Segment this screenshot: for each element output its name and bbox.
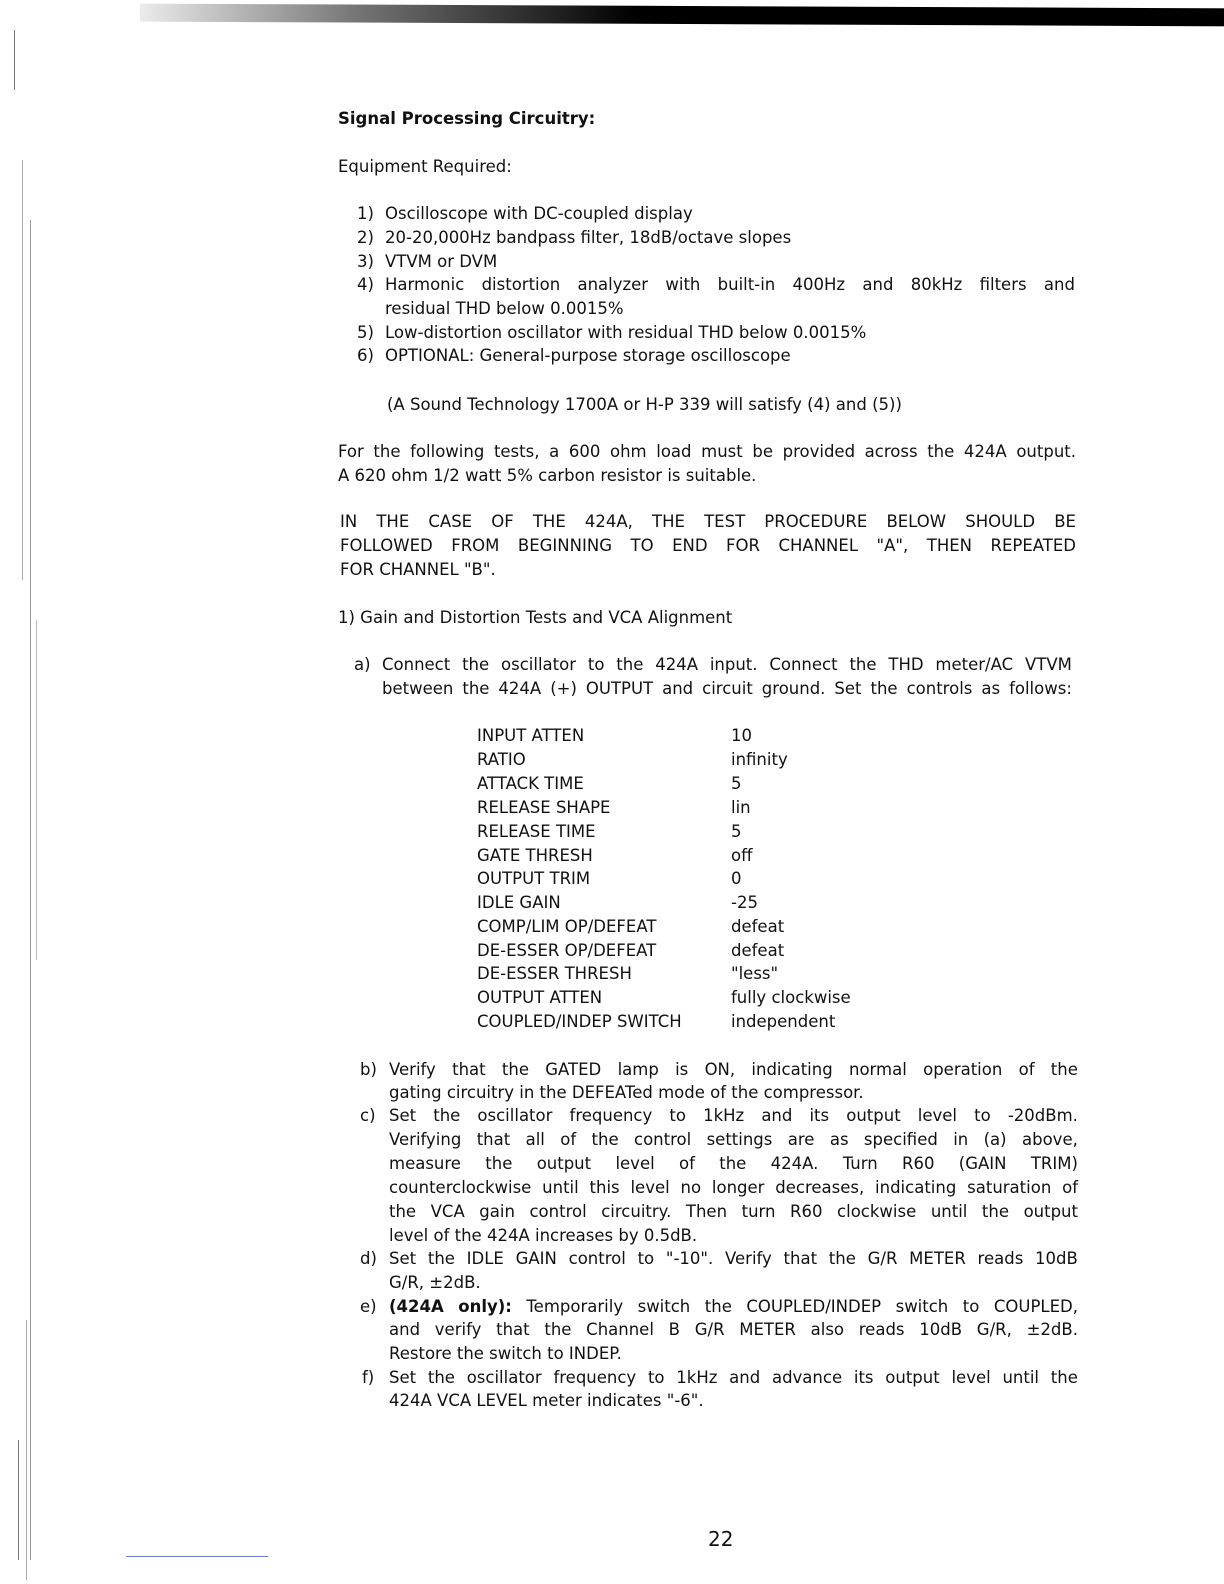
word: CASE: [428, 512, 473, 531]
word: output: [536, 1154, 592, 1173]
list-item: 1) Oscilloscope with DC-coupled display: [357, 204, 693, 223]
word: For: [338, 442, 364, 461]
word: Turn: [842, 1154, 878, 1173]
word: level: [917, 1106, 958, 1125]
word: 424A.: [770, 1154, 819, 1173]
word: provided: [782, 442, 856, 461]
word: that: [476, 1130, 511, 1149]
word: in: [953, 1130, 969, 1149]
word: and: [1043, 275, 1075, 294]
step-label: a): [354, 655, 371, 674]
word: 424A: [655, 655, 698, 674]
load-paragraph-line: [338, 442, 1076, 461]
table-row: DE-ESSER THRESH "less": [477, 964, 779, 983]
word: only):: [458, 1297, 512, 1316]
table-row: ATTACK TIME 5: [477, 774, 742, 793]
word: tests,: [493, 442, 540, 461]
word: filters: [979, 275, 1027, 294]
word: circuitry.: [601, 1202, 672, 1221]
word: ON,: [704, 1060, 736, 1079]
step-line: Restore the switch to INDEP.: [389, 1344, 622, 1363]
step-line: [389, 1060, 1078, 1079]
word: of: [1062, 1178, 1078, 1197]
word: B: [668, 1320, 680, 1339]
word: G/R,: [976, 1320, 1012, 1339]
word: Then: [685, 1202, 728, 1221]
word: Set: [834, 679, 862, 698]
word: G/R: [867, 1249, 898, 1268]
list-item: 3) VTVM or DVM: [357, 252, 498, 271]
word: output: [885, 1368, 940, 1387]
word: METER: [909, 1249, 966, 1268]
caps-paragraph-line: [340, 512, 1076, 531]
word: the: [1050, 1060, 1078, 1079]
step-line: [382, 655, 1072, 674]
word: output: [846, 1106, 901, 1125]
word: are: [787, 1130, 815, 1149]
step-line: [389, 1320, 1078, 1339]
word: the: [719, 1154, 747, 1173]
word: (GAIN: [958, 1154, 1007, 1173]
word: BELOW: [886, 512, 947, 531]
word: IDLE: [466, 1249, 504, 1268]
word: -20dBm.: [1007, 1106, 1078, 1125]
scan-top-edge-bar: [140, 4, 1224, 27]
word: to: [637, 1249, 655, 1268]
load-paragraph-line: A 620 ohm 1/2 watt 5% carbon resistor is suitable.: [338, 466, 757, 485]
list-item-num: 4): [357, 275, 374, 294]
word: until: [930, 1202, 968, 1221]
word: FROM: [451, 536, 500, 555]
word: is: [675, 1060, 689, 1079]
word: saturation: [967, 1178, 1052, 1197]
word: OF: [491, 512, 514, 531]
word: and: [389, 1320, 421, 1339]
word: REPEATED: [990, 536, 1076, 555]
table-row: OUTPUT ATTEN fully clockwise: [477, 988, 851, 1007]
word: the: [927, 442, 955, 461]
word: Temporarily: [526, 1297, 624, 1316]
word: the: [616, 655, 644, 674]
word: of: [1018, 1060, 1035, 1079]
step-label: f): [362, 1368, 375, 1387]
word: Set: [389, 1368, 417, 1387]
word: above,: [1022, 1130, 1078, 1149]
word: SHOULD: [965, 512, 1036, 531]
word: the: [1050, 1368, 1078, 1387]
list-item-line: [385, 275, 1075, 294]
word: that: [452, 1060, 486, 1079]
word: the: [462, 655, 490, 674]
word: control: [568, 1249, 626, 1268]
word: until: [542, 1178, 579, 1197]
list-item: 6) OPTIONAL: General-purpose storage oscilloscope: [357, 346, 791, 365]
word: THEN: [926, 536, 973, 555]
step-label: b): [360, 1060, 377, 1079]
word: 1kHz: [676, 1368, 718, 1387]
word: also: [810, 1320, 845, 1339]
word: reads: [977, 1249, 1024, 1268]
word: this: [589, 1178, 620, 1197]
word: the: [485, 1154, 513, 1173]
step-line: [389, 1368, 1078, 1387]
word: indicating: [751, 1060, 833, 1079]
subsection-heading: 1) Gain and Distortion Tests and VCA Alignment: [338, 608, 733, 627]
word: the: [501, 1060, 529, 1079]
word: the: [427, 1368, 455, 1387]
word: END: [672, 536, 708, 555]
word: (+): [550, 679, 577, 698]
word: switch: [637, 1297, 691, 1316]
word: longer: [711, 1178, 765, 1197]
list-item: 5) Low-distortion oscillator with residual THD below 0.0015%: [357, 323, 867, 342]
word: meter/AC: [935, 655, 1014, 674]
word: THE: [376, 512, 410, 531]
word: lamp: [617, 1060, 659, 1079]
word: VTVM: [1024, 655, 1072, 674]
word: that: [783, 1249, 818, 1268]
word: 424A: [963, 442, 1007, 461]
word: level: [951, 1368, 991, 1387]
word: and: [862, 275, 894, 294]
word: 424A: [498, 679, 542, 698]
word: CHANNEL: [778, 536, 859, 555]
word: to: [962, 1297, 980, 1316]
word: advance: [771, 1368, 843, 1387]
word: the: [389, 1202, 417, 1221]
step-label: c): [360, 1106, 376, 1125]
word: BEGINNING: [517, 536, 612, 555]
word: FOLLOWED: [340, 536, 433, 555]
word: controls: [906, 679, 973, 698]
table-row: IDLE GAIN -25: [477, 893, 758, 912]
word: ±2dB.: [1026, 1320, 1078, 1339]
word: as: [829, 1130, 849, 1149]
word: follows:: [1009, 679, 1072, 698]
word: Verifying: [389, 1130, 462, 1149]
word: THE: [652, 512, 685, 531]
word: reads: [858, 1320, 905, 1339]
word: GATED: [545, 1060, 602, 1079]
word: as: [981, 679, 1001, 698]
word: input.: [709, 655, 758, 674]
step-line: [382, 679, 1072, 698]
step-line: gating circuitry in the DEFEATed mode of the compressor.: [389, 1083, 864, 1102]
word: settings: [706, 1130, 773, 1149]
word: following: [410, 442, 485, 461]
word: frequency: [569, 1106, 653, 1125]
step-line: [389, 1202, 1078, 1221]
word: the: [462, 679, 490, 698]
word: FOR: [726, 536, 760, 555]
word: 400Hz: [792, 275, 846, 294]
word: a: [549, 442, 560, 461]
word: verify: [434, 1320, 482, 1339]
word: the: [704, 1297, 732, 1316]
word: control: [634, 1130, 692, 1149]
word: to: [974, 1106, 991, 1125]
word: between: [382, 679, 454, 698]
table-row: RELEASE SHAPE lin: [477, 798, 751, 817]
word: its: [853, 1368, 874, 1387]
word: normal: [848, 1060, 907, 1079]
word: counterclockwise: [389, 1178, 532, 1197]
table-row: COUPLED/INDEP SWITCH independent: [477, 1012, 836, 1031]
word: and: [761, 1106, 793, 1125]
caps-paragraph-line: [340, 536, 1076, 555]
word: distortion: [481, 275, 561, 294]
word: 10dB: [1035, 1249, 1078, 1268]
word: control: [529, 1202, 587, 1221]
word: switch: [895, 1297, 949, 1316]
word: Verify: [389, 1060, 436, 1079]
word: turn: [741, 1202, 776, 1221]
word: ground.: [761, 679, 826, 698]
word: gain: [479, 1202, 515, 1221]
word: must: [701, 442, 743, 461]
word: to: [669, 1106, 686, 1125]
word: IN: [340, 512, 358, 531]
step-label: e): [360, 1297, 377, 1316]
word: COUPLED,: [993, 1297, 1078, 1316]
word: "A",: [876, 536, 909, 555]
step-line: [389, 1249, 1078, 1268]
page-number: 22: [708, 1527, 734, 1551]
word: G/R: [694, 1320, 725, 1339]
scan-left-margin-marks: [0, 20, 70, 1580]
table-row: RELEASE TIME 5: [477, 822, 742, 841]
word: of: [560, 1130, 577, 1149]
word: THE: [532, 512, 566, 531]
word: frequency: [553, 1368, 637, 1387]
word: no: [680, 1178, 702, 1197]
word: the: [870, 679, 898, 698]
step-line: [389, 1130, 1078, 1149]
word: R60: [790, 1202, 823, 1221]
word: Set: [389, 1249, 417, 1268]
caps-paragraph-line: FOR CHANNEL "B".: [340, 560, 496, 579]
list-item: 2) 20-20,000Hz bandpass filter, 18dB/octave slopes: [357, 228, 792, 247]
word: decreases,: [775, 1178, 865, 1197]
word: Set: [389, 1106, 417, 1125]
word: until: [1002, 1368, 1040, 1387]
word: 424A,: [584, 512, 633, 531]
word: TRIM): [1030, 1154, 1078, 1173]
table-row: DE-ESSER OP/DEFEAT defeat: [477, 941, 785, 960]
step-line: [389, 1154, 1078, 1173]
step-label: d): [360, 1249, 377, 1268]
word: Connect: [382, 655, 451, 674]
word: its: [809, 1106, 830, 1125]
word: Connect: [769, 655, 838, 674]
word: the: [849, 655, 877, 674]
word: THD: [888, 655, 924, 674]
equipment-label: Equipment Required:: [338, 157, 512, 176]
word: oscillator: [501, 655, 576, 674]
word: measure: [389, 1154, 461, 1173]
table-row: INPUT ATTEN 10: [477, 726, 752, 745]
word: operation: [923, 1060, 1003, 1079]
word: PROCEDURE: [764, 512, 868, 531]
word: and: [729, 1368, 761, 1387]
word: 600: [568, 442, 601, 461]
step-line: G/R, ±2dB.: [389, 1273, 481, 1292]
step-line: 424A VCA LEVEL meter indicates "-6".: [389, 1391, 704, 1410]
word: indicating: [875, 1178, 957, 1197]
word: oscillator: [466, 1368, 542, 1387]
word: that: [496, 1320, 530, 1339]
word: VCA: [430, 1202, 465, 1221]
table-row: OUTPUT TRIM 0: [477, 869, 742, 888]
word: analyzer: [577, 275, 649, 294]
word: load: [656, 442, 692, 461]
word: BE: [1054, 512, 1076, 531]
table-row: RATIO infinity: [477, 750, 788, 769]
equipment-note: (A Sound Technology 1700A or H-P 339 will satisfy (4) and (5)): [387, 395, 902, 414]
word: be: [752, 442, 773, 461]
word: built-in: [717, 275, 776, 294]
word: 80kHz: [910, 275, 963, 294]
word: TEST: [704, 512, 746, 531]
step-line: [389, 1297, 1078, 1316]
word: the: [373, 442, 401, 461]
word: R60: [901, 1154, 935, 1173]
word: ohm: [609, 442, 647, 461]
word: oscillator: [477, 1106, 553, 1125]
word: the: [544, 1320, 572, 1339]
word: across: [864, 442, 918, 461]
word: clockwise: [837, 1202, 917, 1221]
word: all: [525, 1130, 545, 1149]
word: OUTPUT: [585, 679, 654, 698]
word: level: [615, 1154, 655, 1173]
footer-rule: [126, 1556, 268, 1557]
word: and: [662, 679, 694, 698]
word: to: [647, 1368, 665, 1387]
section-title: Signal Processing Circuitry:: [338, 109, 596, 128]
word: 10dB: [919, 1320, 963, 1339]
table-row: COMP/LIM OP/DEFEAT defeat: [477, 917, 785, 936]
word: specified: [863, 1130, 938, 1149]
step-line: level of the 424A increases by 0.5dB.: [389, 1226, 698, 1245]
word: with: [665, 275, 701, 294]
word: COUPLED/INDEP: [746, 1297, 882, 1316]
word: Harmonic: [385, 275, 465, 294]
word: TO: [630, 536, 654, 555]
word: METER: [739, 1320, 796, 1339]
word: (424A: [389, 1297, 444, 1316]
word: the: [433, 1106, 461, 1125]
step-line: [389, 1178, 1078, 1197]
word: the: [591, 1130, 619, 1149]
word: to: [587, 655, 605, 674]
word: circuit: [702, 679, 753, 698]
table-row: GATE THRESH off: [477, 846, 753, 865]
step-line: [389, 1106, 1078, 1125]
word: GAIN: [515, 1249, 557, 1268]
word: the: [981, 1202, 1010, 1221]
word: Channel: [586, 1320, 654, 1339]
list-item-line: residual THD below 0.0015%: [385, 299, 624, 318]
word: 1kHz: [703, 1106, 745, 1125]
word: output: [1023, 1202, 1078, 1221]
word: (a): [983, 1130, 1007, 1149]
word: "-10".: [665, 1249, 714, 1268]
word: the: [828, 1249, 856, 1268]
word: output.: [1016, 442, 1076, 461]
word: of: [679, 1154, 695, 1173]
word: level: [630, 1178, 670, 1197]
word: Verify: [725, 1249, 772, 1268]
word: the: [427, 1249, 455, 1268]
